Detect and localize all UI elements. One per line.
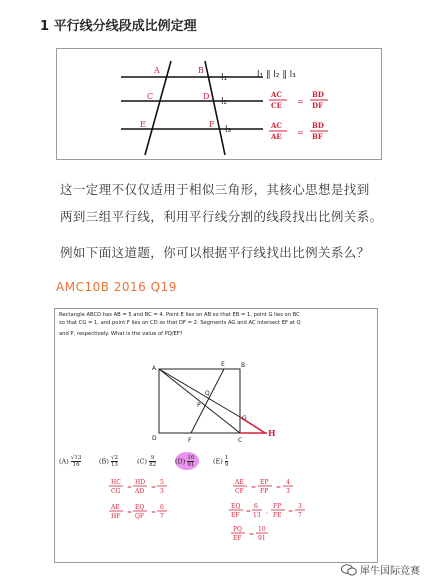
diag-label-h: H xyxy=(268,428,276,438)
paragraph-line-2: 两到三组平行线，利用平行线分割的线段找出比例关系。 xyxy=(60,209,383,224)
hw-r1b-d1: CF xyxy=(235,488,244,495)
hw-r2b-n4: 3 xyxy=(298,503,302,510)
label-b: B xyxy=(198,66,204,75)
svg-text:=: = xyxy=(276,484,282,491)
hw-r2a-n1: AE xyxy=(111,504,120,511)
svg-text:=: = xyxy=(127,484,133,491)
hw-r2b-d2: 13 xyxy=(253,512,261,519)
wechat-icon xyxy=(341,564,357,576)
hw-r1b-n2: EP xyxy=(260,479,269,486)
label-e: E xyxy=(140,120,146,129)
diag-label-q: Q xyxy=(205,390,210,397)
hw-r1b-d2: FP xyxy=(260,488,269,495)
problem-text-line-3: and P, respectively. What is the value of PQ/EF? xyxy=(59,331,183,337)
hw-r1a-n1: HC xyxy=(111,479,121,486)
choice-b-label: (B) xyxy=(99,457,109,466)
svg-text:,: , xyxy=(266,508,268,515)
choice-e-den: 9 xyxy=(224,462,229,468)
hw-r3-d1: EF xyxy=(233,535,242,542)
choice-b-den: 13 xyxy=(110,462,118,468)
ratio1-left-num: AC xyxy=(271,90,283,99)
label-f: F xyxy=(209,120,215,129)
choice-e-label: (E) xyxy=(213,457,223,466)
ratio2-left-num: AC xyxy=(271,121,283,130)
hw-r1a-n2: HD xyxy=(135,479,146,486)
hw-r1b-d3: 3 xyxy=(286,488,290,495)
choice-e xyxy=(213,455,228,468)
choice-d-num: 10 xyxy=(187,455,195,461)
hw-r2b-n1: EQ xyxy=(231,503,241,510)
hw-r2a-n2: EQ xyxy=(135,504,145,511)
label-l2: l₂ xyxy=(221,97,228,107)
hw-r2b-d3: FE xyxy=(273,512,282,519)
hw-r2a-d3: 7 xyxy=(160,513,164,520)
choice-b-num: √2 xyxy=(110,455,118,461)
watermark-text: 犀牛国际竞赛 xyxy=(360,566,420,577)
hw-r2b-n2: 6 xyxy=(254,503,258,510)
problem-box xyxy=(54,308,378,563)
hw-r2a-n3: 6 xyxy=(160,504,164,511)
hw-r3-n2: 10 xyxy=(258,526,266,533)
paragraph-line-1: 这一定理不仅仅适用于相似三角形，其核心思想是找到 xyxy=(60,182,370,197)
diag-label-e: E xyxy=(221,361,225,368)
ratio2-right-num: BD xyxy=(312,121,324,130)
choice-c-den: 82 xyxy=(149,462,157,468)
choice-c-label: (C) xyxy=(137,457,148,466)
hw-r1a-d3: 3 xyxy=(160,488,164,495)
label-a: A xyxy=(154,66,160,75)
diag-label-c: C xyxy=(238,437,243,444)
hw-r2a-d1: HF xyxy=(111,513,121,520)
hw-r2b-d1: EF xyxy=(231,512,240,519)
ratio2-right-den: BF xyxy=(312,132,323,141)
choice-c-num: 9 xyxy=(150,455,155,461)
choice-a xyxy=(59,455,81,468)
diag-label-g: G xyxy=(242,415,247,422)
problem-text-line-1: Rectangle ABCD has AB = 5 and BC = 4. Point E lies on AB so that EB = 1, point G lies on BC xyxy=(59,312,300,318)
choice-a-den: 16 xyxy=(72,462,80,468)
hw-r1b-n3: 4 xyxy=(286,479,290,486)
choice-a-num: √13 xyxy=(70,455,82,461)
handwriting-row2-left xyxy=(109,504,167,520)
diag-label-d: D xyxy=(152,435,157,442)
choice-d xyxy=(175,455,194,468)
handwriting-row2-right xyxy=(229,503,305,519)
choice-b xyxy=(99,455,118,468)
watermark xyxy=(341,562,420,577)
handwriting-row1-left xyxy=(109,479,167,495)
handwriting-row3 xyxy=(231,526,268,542)
label-l1: l₁ xyxy=(221,73,228,83)
hw-r1b-n1: AE xyxy=(235,479,244,486)
choice-d-den: 91 xyxy=(187,462,195,468)
hw-r2b-d4: 7 xyxy=(298,512,302,519)
ratio2-left-den: AE xyxy=(271,132,282,141)
choice-a-label: (A) xyxy=(59,457,69,466)
hw-r2a-d2: QF xyxy=(135,513,145,520)
segment-ef xyxy=(191,369,224,433)
svg-text:=: = xyxy=(151,484,157,491)
problem-diagram xyxy=(55,309,379,564)
svg-text:=: = xyxy=(288,508,294,515)
hw-r1a-n3: 5 xyxy=(160,479,164,486)
ratio2-equals: = xyxy=(297,128,304,137)
problem-source-heading: AMC10B 2016 Q19 xyxy=(56,280,177,294)
hw-r3-n1: PQ xyxy=(233,526,242,533)
hw-r1a-d2: AD xyxy=(135,488,145,495)
transversal-left xyxy=(145,61,171,155)
hw-r3-d2: 91 xyxy=(258,535,266,542)
handwriting-row1-right xyxy=(233,479,293,495)
diag-label-p: P xyxy=(197,402,201,409)
hw-r1a-d1: CG xyxy=(111,488,121,495)
diag-label-b: B xyxy=(241,362,246,369)
segment-ac xyxy=(159,369,240,433)
svg-text:=: = xyxy=(127,509,133,516)
label-d: D xyxy=(203,92,210,101)
theorem-figure xyxy=(56,48,382,160)
theorem-diagram xyxy=(57,49,383,161)
ratio1-right-num: BD xyxy=(312,90,324,99)
paragraph-question: 例如下面这道题，你可以根据平行线找出比例关系么？ xyxy=(60,245,370,260)
choice-d-label: (D) xyxy=(175,457,186,466)
svg-text:=: = xyxy=(151,509,157,516)
parallel-note: l₁ ∥ l₂ ∥ l₃ xyxy=(257,70,296,80)
choice-c xyxy=(137,455,156,468)
svg-text:=: = xyxy=(249,531,255,538)
section-heading: 1 平行线分线段成比例定理 xyxy=(40,19,197,34)
choice-e-num: 1 xyxy=(224,455,229,461)
svg-text:=: = xyxy=(246,508,252,515)
hw-r2b-n3: FP xyxy=(273,503,282,510)
label-c: C xyxy=(147,92,154,101)
ratio1-equals: = xyxy=(297,97,304,106)
label-l3: l₃ xyxy=(225,125,232,135)
diag-label-a: A xyxy=(152,365,157,372)
svg-text:=: = xyxy=(251,484,257,491)
ratio1-left-den: CE xyxy=(271,101,282,110)
ratio1-right-den: DF xyxy=(312,101,324,110)
segment-ag xyxy=(159,369,240,417)
diag-label-f: F xyxy=(188,437,192,444)
problem-text-line-2: so that CG = 1, and point F lies on CD so that DF = 2. Segments AG and AC intersect EF at Q xyxy=(59,320,301,326)
